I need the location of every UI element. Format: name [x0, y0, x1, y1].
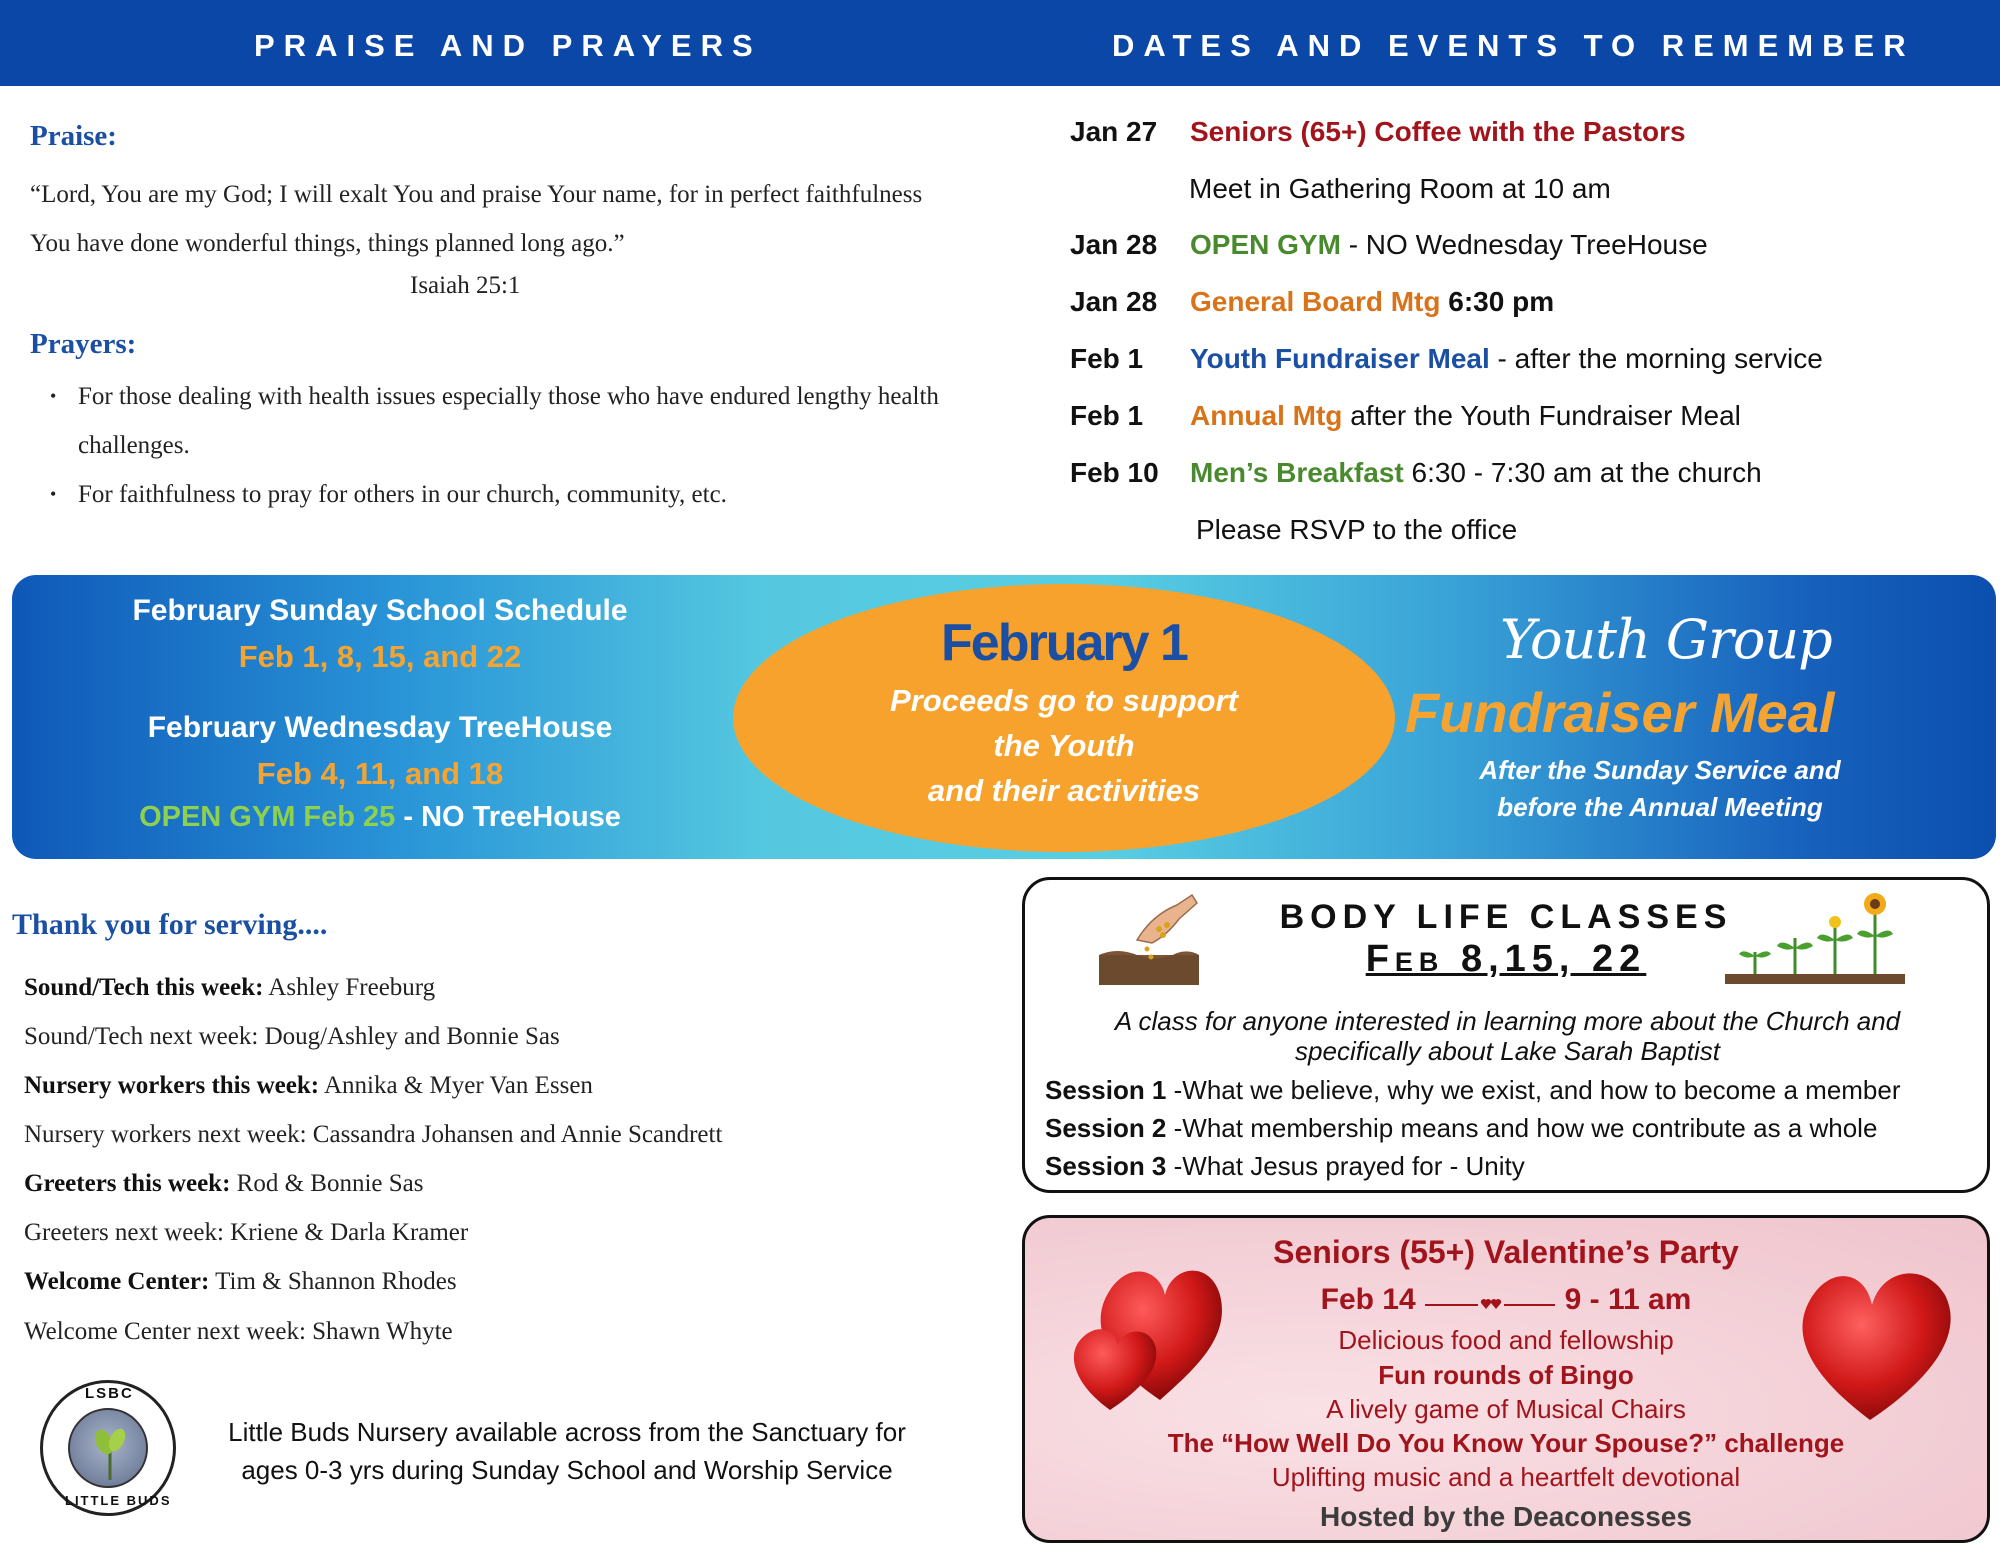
event-date: Feb 10	[1070, 457, 1159, 488]
serve-label: Sound/Tech next week:	[24, 1023, 259, 1050]
valentine-host: Hosted by the Deaconesses	[1320, 1501, 1692, 1532]
logo-bottom-text: LITTLE BUDS	[65, 1493, 172, 1508]
event-title: General Board Mtg	[1190, 286, 1441, 317]
oval-text-line: and their activities	[927, 773, 1201, 808]
bud-photo-icon	[68, 1408, 148, 1488]
session-label: Session 2	[1045, 1113, 1167, 1143]
serve-label: Welcome Center:	[24, 1268, 210, 1295]
valentine-detail: The “How Well Do You Know Your Spouse?” challenge	[1167, 1428, 1845, 1458]
serve-row	[24, 1121, 722, 1149]
event-date: Jan 28	[1070, 286, 1158, 317]
oval-text-line: Proceeds go to support	[890, 683, 1238, 718]
body-life-description: A class for anyone interested in learning more about the Church and	[1114, 1006, 1901, 1036]
serve-value: Tim & Shannon Rhodes	[209, 1268, 457, 1295]
session-row	[1045, 1113, 1877, 1144]
serve-value: Annika & Myer Van Essen	[319, 1072, 593, 1099]
fundraiser-subtext: before the Annual Meeting	[1497, 792, 1823, 822]
serve-row	[24, 1170, 424, 1198]
serve-row	[24, 1318, 453, 1346]
event-note: Please RSVP to the office	[1196, 514, 1518, 545]
serve-label: Greeters next week:	[24, 1219, 224, 1246]
praise-quote: “Lord, You are my God; I will exalt You and praise Your name, for in perfect faithfulness You have done wonderful things, things planned long ago.”	[30, 181, 923, 257]
growing-plants-icon	[1725, 890, 1905, 986]
serve-value: Ashley Freeburg	[263, 974, 436, 1001]
body-life-dates: Feb 8,15, 22	[1365, 938, 1647, 980]
serve-value: Shawn Whyte	[305, 1318, 453, 1345]
serve-label: Sound/Tech this week:	[24, 974, 264, 1001]
serve-label: Greeters this week:	[24, 1170, 231, 1197]
event-detail: 6:30 pm	[1440, 286, 1555, 317]
serve-row	[24, 1072, 593, 1100]
valentine-detail: Delicious food and fellowship	[1338, 1325, 1674, 1355]
session-text: -What membership means and how we contribute as a whole	[1166, 1113, 1878, 1143]
fundraiser-meal-title: Fundraiser Meal	[1405, 681, 1835, 744]
valentine-detail: A lively game of Musical Chairs	[1326, 1394, 1686, 1424]
event-title: Seniors (65+) Coffee with the Pastors	[1190, 116, 1686, 147]
oval-date-title: February 1	[941, 614, 1187, 672]
body-life-title: BODY LIFE CLASSES	[1279, 898, 1733, 936]
serve-label: Welcome Center next week:	[24, 1318, 306, 1345]
serve-value: Doug/Ashley and Bonnie Sas	[258, 1023, 560, 1050]
nursery-note: Little Buds Nursery available across from the Sanctuary for ages 0-3 yrs during Sunday School and Worship Service	[228, 1417, 906, 1485]
prayer-item: • For those dealing with health issues especially those who have endured lengthy health challenges.	[46, 372, 946, 470]
fundraiser-subtext: After the Sunday Service and	[1479, 755, 1841, 785]
valentine-time: 9 - 11 am	[1564, 1283, 1692, 1316]
event-date: Feb 1	[1070, 400, 1144, 431]
oval-text-line: the Youth	[993, 728, 1135, 763]
valentine-detail: Uplifting music and a heartfelt devotional	[1271, 1462, 1741, 1492]
logo-top-text: LSBC	[85, 1385, 134, 1402]
session-row	[1045, 1151, 1525, 1182]
serve-row	[24, 974, 435, 1002]
hearts-divider-icon	[1420, 1295, 1560, 1315]
no-treehouse-text: - NO TreeHouse	[395, 801, 621, 833]
thank-you-heading: Thank you for serving....	[12, 908, 328, 941]
open-gym-note	[40, 801, 720, 834]
valentine-title: Seniors (55+) Valentine’s Party	[1273, 1234, 1739, 1270]
dates-events-heading: DATES AND EVENTS TO REMEMBER	[1112, 28, 1915, 63]
event-title: Annual Mtg	[1190, 400, 1343, 431]
verse-reference: Isaiah 25:1	[410, 272, 521, 299]
session-row	[1045, 1075, 1901, 1106]
serve-row	[24, 1219, 468, 1247]
session-text: -What Jesus prayed for - Unity	[1166, 1151, 1525, 1181]
event-detail: after the Youth Fundraiser Meal	[1342, 400, 1741, 431]
event-date: Jan 28	[1070, 229, 1158, 260]
valentine-date-row	[1022, 1283, 1990, 1317]
serve-label: Nursery workers next week:	[24, 1121, 307, 1148]
event-date: Feb 1	[1070, 343, 1144, 374]
event-date: Jan 27	[1070, 116, 1158, 147]
event-title: Men’s Breakfast	[1190, 457, 1404, 488]
event-note: Meet in Gathering Room at 10 am	[1189, 173, 1611, 204]
treehouse-title: February Wednesday TreeHouse	[147, 711, 613, 744]
event-detail: - NO Wednesday TreeHouse	[1340, 229, 1708, 260]
session-text: -What we believe, why we exist, and how to become a member	[1166, 1075, 1901, 1105]
youth-group-script: Youth Group	[1500, 608, 1832, 671]
serve-row	[24, 1023, 560, 1051]
serve-label: Nursery workers this week:	[24, 1072, 320, 1099]
valentine-date: Feb 14	[1320, 1283, 1416, 1316]
open-gym-date: OPEN GYM Feb 25	[139, 801, 396, 833]
session-label: Session 3	[1045, 1151, 1167, 1181]
praise-prayers-heading: PRAISE AND PRAYERS	[254, 28, 762, 63]
body-life-description: specifically about Lake Sarah Baptist	[1295, 1036, 1720, 1066]
sunday-school-dates: Feb 1, 8, 15, and 22	[238, 639, 522, 674]
serve-value: Kriene & Darla Kramer	[223, 1219, 469, 1246]
serve-value: Cassandra Johansen and Annie Scandrett	[306, 1121, 723, 1148]
event-title: Youth Fundraiser Meal	[1190, 343, 1490, 374]
event-title: OPEN GYM	[1190, 229, 1341, 260]
praise-heading: Praise:	[30, 120, 117, 152]
event-detail: - after the morning service	[1489, 343, 1823, 374]
serve-row	[24, 1268, 457, 1296]
little-buds-logo	[40, 1380, 176, 1516]
valentine-detail: Fun rounds of Bingo	[1378, 1360, 1634, 1390]
prayer-list	[46, 372, 946, 519]
prayer-item: • For faithfulness to pray for others in our church, community, etc.	[46, 470, 946, 519]
serve-value: Rod & Bonnie Sas	[230, 1170, 424, 1197]
prayers-heading: Prayers:	[30, 328, 137, 360]
treehouse-dates: Feb 4, 11, and 18	[256, 756, 504, 791]
session-label: Session 1	[1045, 1075, 1167, 1105]
event-detail: 6:30 - 7:30 am at the church	[1403, 457, 1762, 488]
sunday-school-title: February Sunday School Schedule	[132, 594, 628, 627]
